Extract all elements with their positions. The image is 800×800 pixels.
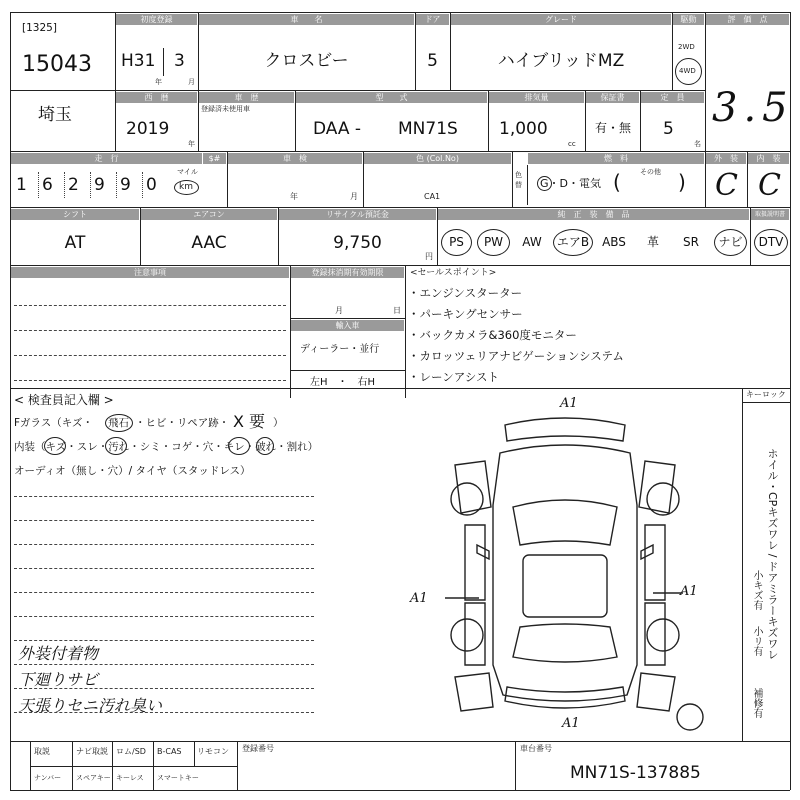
year-unit: 年 bbox=[155, 78, 162, 86]
deadline-day: 日 bbox=[393, 306, 401, 315]
equip-aw-label: AW bbox=[522, 235, 542, 249]
recycle-label: リサイクル預託金 bbox=[326, 210, 389, 219]
side-small-note: 小キズ有 bbox=[751, 570, 762, 610]
caution-label: 注意事項 bbox=[134, 268, 166, 277]
grade: ハイブリッドMZ bbox=[497, 51, 625, 71]
windshield-line bbox=[14, 414, 314, 432]
sales-point: ・レーンアシスト bbox=[408, 370, 499, 384]
capacity: 5 bbox=[663, 119, 674, 139]
handwritten-note: 下廻りサビ bbox=[18, 670, 99, 689]
first-registration-era: H31 bbox=[121, 51, 156, 71]
import-label: 輸入車 bbox=[335, 321, 360, 330]
damage-mark: A1 bbox=[562, 716, 580, 731]
damage-mark: A1 bbox=[680, 584, 698, 599]
option-spare-key: スペアキー bbox=[76, 774, 111, 782]
displacement-label: 排気量 bbox=[524, 93, 549, 102]
mileage-digit: 1 bbox=[16, 175, 27, 195]
equip-navi-label: ナビ bbox=[718, 235, 743, 249]
mileage-digit: 0 bbox=[146, 175, 157, 195]
registration-number-label: 登録番号 bbox=[242, 744, 274, 753]
fuel-label: 燃 料 bbox=[604, 154, 628, 163]
color-label: 色 (Col.No) bbox=[416, 154, 459, 163]
windshield-prefix: Fガラス（キズ・ bbox=[14, 417, 94, 429]
damage-mark: A1 bbox=[560, 396, 578, 411]
sales-point: ・エンジンスターター bbox=[408, 286, 523, 300]
equip-sunroof-label: SR bbox=[683, 235, 699, 249]
meter-label: $# bbox=[208, 154, 221, 163]
audio-tire-line: オーディオ（無し・穴）/ タイヤ（スタッドレス） bbox=[14, 465, 251, 477]
windshield-mark: X 要 bbox=[233, 412, 266, 431]
side-small-note: 補修有 bbox=[751, 688, 762, 718]
drive-2wd: 2WD bbox=[678, 43, 695, 51]
equip-airbag-label: エアB bbox=[556, 235, 590, 249]
history-note: 登録済未使用車 bbox=[201, 105, 250, 113]
model-code: MN71S bbox=[398, 119, 458, 139]
mileage-digit: 2 bbox=[68, 175, 79, 195]
mileage-digit: 9 bbox=[120, 175, 131, 195]
fuel-options: G・D・電気 bbox=[540, 177, 601, 190]
shift-label: シフト bbox=[63, 210, 87, 219]
option-number-plate: ナンバー bbox=[34, 774, 62, 782]
dealer-options: ディーラー・並行 bbox=[300, 344, 380, 355]
mileage-digit: 6 bbox=[42, 175, 53, 195]
sales-points-label: <セールスポイント> bbox=[410, 268, 497, 278]
deadline-month: 月 bbox=[335, 306, 343, 315]
fuel-other: その他 bbox=[640, 168, 661, 176]
doors: 5 bbox=[427, 51, 438, 71]
exterior-label: 外 装 bbox=[714, 154, 738, 163]
equipment-label: 純 正 装 備 品 bbox=[557, 210, 630, 219]
side-small-note: 小リ有 bbox=[751, 626, 762, 656]
sales-point: ・バックカメラ&360度モニター bbox=[408, 328, 577, 342]
side-vertical-note: ホイル・CPキズワレ / ドアミラーキズワレ bbox=[766, 448, 779, 661]
handwritten-note: 天張りセニ汚れ臭い bbox=[18, 696, 163, 715]
option-keyless: キーレス bbox=[116, 774, 144, 782]
damage-mark: A1 bbox=[410, 591, 428, 606]
mileage-unit-km: km bbox=[179, 182, 193, 192]
lot-number: 15043 bbox=[22, 52, 92, 77]
registration-deadline-label: 登録抹消期有効期限 bbox=[311, 268, 384, 277]
equip-abs-label: ABS bbox=[602, 235, 626, 249]
chassis-number-label: 車台番号 bbox=[520, 744, 552, 753]
option-manual: 取説 bbox=[34, 747, 50, 756]
lot-number-bracket: [1325] bbox=[22, 22, 57, 34]
doors-label: ドア bbox=[424, 15, 441, 24]
capacity-label: 定 員 bbox=[660, 93, 685, 102]
option-rom-sd: ロム/SD bbox=[116, 747, 146, 756]
car-name-label: 車 名 bbox=[290, 15, 323, 24]
color-code: CA1 bbox=[424, 192, 441, 201]
chassis-number: MN71S-137885 bbox=[570, 763, 701, 783]
sales-point: ・パーキングセンサー bbox=[408, 307, 523, 321]
interior-grade: C bbox=[758, 168, 781, 203]
inspection-year: 年 bbox=[290, 192, 298, 201]
displacement-unit: cc bbox=[568, 140, 576, 148]
windshield-suffix: ・ヒビ・リペア跡・ bbox=[135, 417, 230, 429]
recycle-fee: 9,750 bbox=[333, 233, 382, 253]
mileage-digit: 9 bbox=[94, 175, 105, 195]
key-lock-label: キーロック bbox=[746, 390, 786, 399]
month-unit: 月 bbox=[188, 78, 195, 86]
mileage-label: 走 行 bbox=[94, 154, 119, 163]
equip-dtv-label: DTV bbox=[758, 235, 784, 249]
region: 埼玉 bbox=[38, 105, 72, 125]
drive-4wd: 4WD bbox=[679, 67, 696, 75]
first-registration-label: 初度登録 bbox=[140, 15, 173, 24]
recycle-unit: 円 bbox=[425, 252, 433, 261]
option-navi-manual: ナビ取説 bbox=[76, 747, 108, 756]
model-label: 型 式 bbox=[375, 93, 408, 102]
score: 3.5 bbox=[712, 85, 794, 131]
inspector-title: < 検査員記入欄 > bbox=[14, 393, 114, 407]
ac: AAC bbox=[191, 233, 227, 253]
auction-sheet: [1325] 15043 初度登録 H31 3 年 月 車 名 クロスビー ドア 5 グレード ハイブリッドMZ 駆動 2WD 4WD 評 価 点 3.5 埼玉 西 暦 2019 年 車 歴 登録済未使用車 型 式 DAA - MN71S 排気量 1,000 cc 保証書 有・無 定 員 5 名 走 行 $# 1 6 2 9 9 0 マイル km 車 検 年 月 色 (Col.No) CA1 色替 燃 料 G・D・電気 ( その他 ) 外 装 C 内 装 C シフト AT エアコン AAC リサイクル預託金 9,750 円 純 正 装 備 品 取扱説明書 PS PW AW エアB ABS 革 SR ナビ DTV 注意事項 登録抹消期有効期限 月 日 輸入車 ディーラー・並行 左H ・ 右H <セールスポイント> ・エンジンスターター ・パーキングセンサー ・バックカメラ&360度モニター ・カロッツェリアナビゲーションシステム ・レーンアシスト キーロック < 検査員記入欄 > Fガラス（キズ・ 飛石 ・ヒビ・リペア跡・ X 要 ） 内装（キズ・スレ・汚れ・シミ・コゲ・穴・キレ・破れ・割れ） オーディオ（無し・穴）/ タイヤ（スタッドレス） 外装付着物 下廻りサビ 天張りセニ汚れ臭い A1 A1 A1 A1 ホイル・CPキズワレ / ドアミラーキズワレ 小キズ有 小リ有 補修有 取説 ナビ取説 ロム/SD B-CAS リモコン ナンバー スペアキー キーレス スマートキー 登録番号 車台番号 MN71S-137885 bbox=[0, 0, 800, 800]
model-year-unit: 年 bbox=[188, 140, 195, 148]
model-prefix: DAA - bbox=[313, 119, 362, 139]
inspection-month: 月 bbox=[350, 192, 358, 201]
drive-label: 駆動 bbox=[680, 15, 697, 24]
equip-leather-label: 革 bbox=[646, 235, 659, 249]
model-year: 2019 bbox=[126, 119, 170, 139]
interior-label: 内 装 bbox=[756, 154, 781, 163]
warranty-label: 保証書 bbox=[600, 93, 625, 102]
car-name: クロスビー bbox=[264, 51, 349, 71]
manual-label: 取扱説明書 bbox=[754, 211, 785, 218]
car-damage-diagram bbox=[405, 395, 740, 740]
sales-point: ・カロッツェリアナビゲーションシステム bbox=[408, 349, 624, 363]
warranty: 有・無 bbox=[595, 121, 632, 135]
shift: AT bbox=[64, 233, 86, 253]
option-remote: リモコン bbox=[197, 747, 229, 756]
repaint-label: 色替 bbox=[515, 171, 522, 189]
handwritten-note: 外装付着物 bbox=[18, 644, 99, 663]
model-year-label: 西 暦 bbox=[144, 93, 169, 102]
exterior-grade: C bbox=[715, 168, 738, 203]
windshield-close: ） bbox=[273, 417, 284, 429]
displacement: 1,000 bbox=[499, 119, 548, 139]
ac-label: エアコン bbox=[193, 210, 225, 219]
interior-condition-line: 内装（キズ・スレ・汚れ・シミ・コゲ・穴・キレ・破れ・割れ） bbox=[14, 441, 319, 453]
history-label: 車 歴 bbox=[234, 93, 259, 102]
grade-label: グレード bbox=[545, 15, 577, 24]
windshield-circled: 飛石 bbox=[108, 417, 129, 429]
equip-pw-label: PW bbox=[483, 235, 504, 249]
score-label: 評 価 点 bbox=[727, 15, 768, 24]
steering: 左H ・ 右H bbox=[310, 377, 376, 388]
mileage-unit-mile: マイル bbox=[177, 168, 198, 176]
equip-ps-label: PS bbox=[449, 235, 464, 249]
capacity-unit: 名 bbox=[694, 140, 701, 148]
first-registration-month: 3 bbox=[174, 51, 185, 71]
option-smart-key: スマートキー bbox=[157, 774, 199, 782]
inspection-label: 車 検 bbox=[283, 154, 307, 163]
option-bcas: B-CAS bbox=[157, 747, 182, 756]
